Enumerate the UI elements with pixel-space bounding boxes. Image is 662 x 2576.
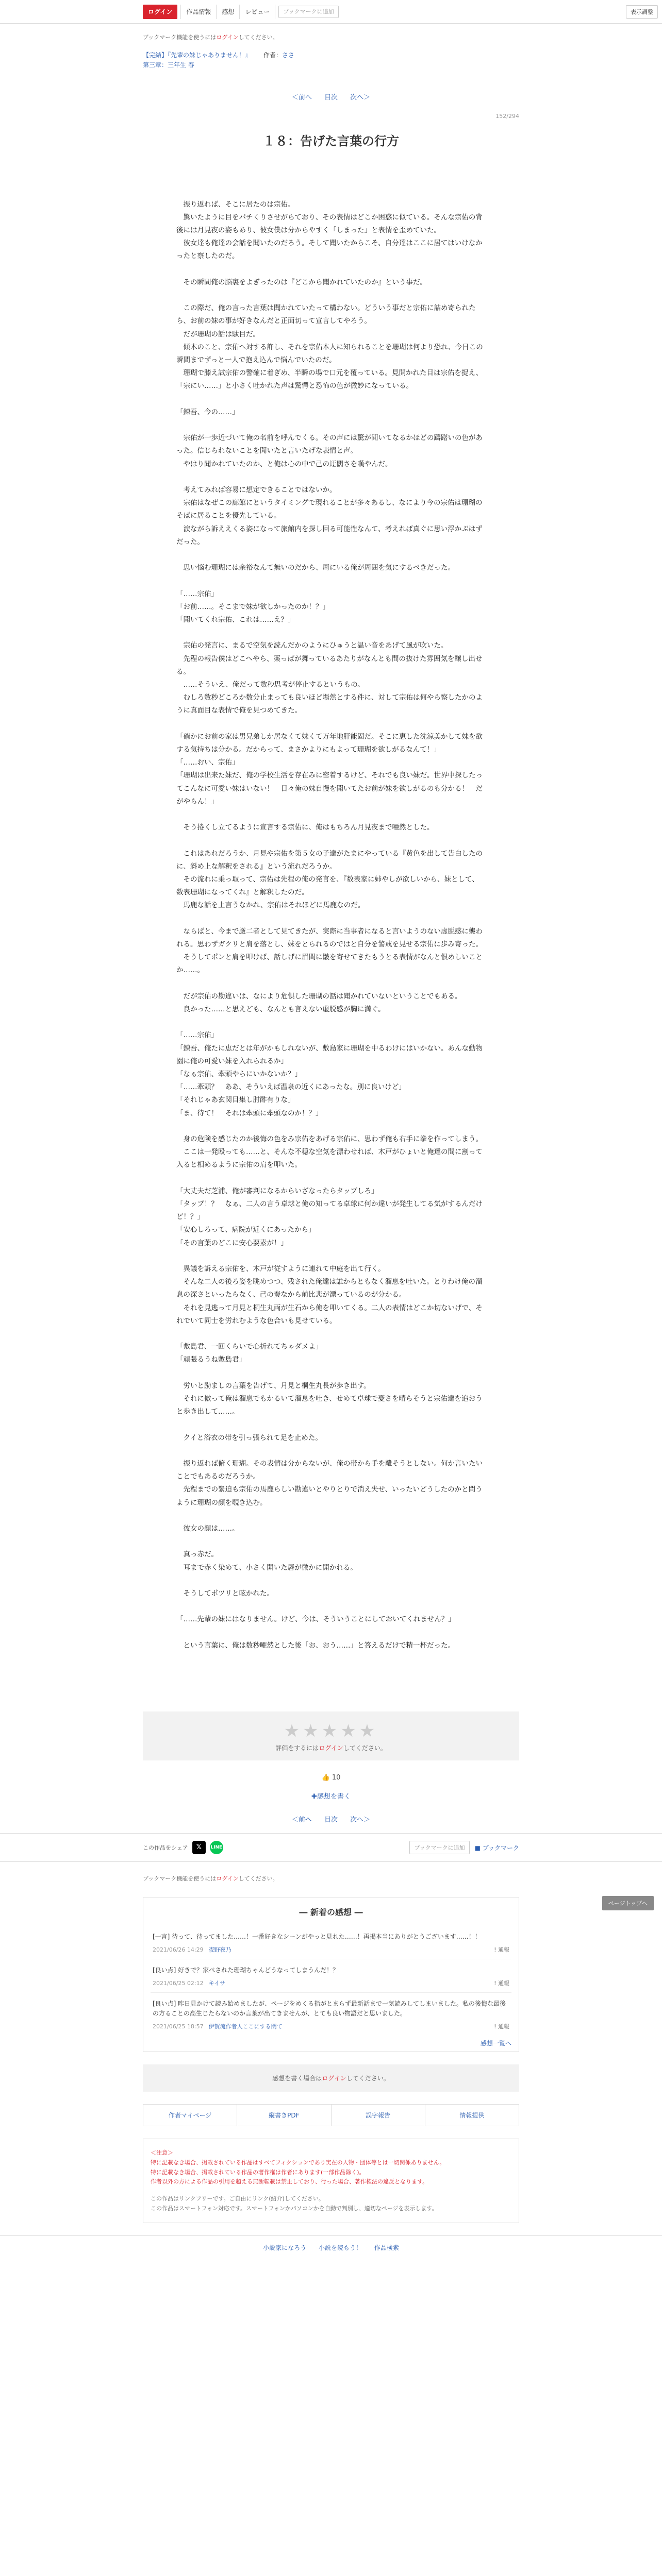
notice-pre: ブックマーク機能を使うには [143,34,217,41]
body-line: 彼女達も俺達の会話を聞いたのだろう。そして聞いたからこそ、自分達はここに居てはいけなかったと察したのだ。 [176,239,483,261]
review-meta [153,1979,509,1987]
body-line: ならばと、今まで厳二者として見てきたが、実際に当事者になると言いようのない虚脱感に襲われる。思わずガクリと肩を落とし、妹をとられるのではと自分を警戒を見せる宗佑に歩み寄った。 [176,927,483,948]
report-link[interactable]: ! 通報 [494,1979,509,1987]
body-line [176,1367,486,1380]
body-line: 涙ながら訴ええくる姿になって旅館内を探し回る可能性なんて、考えれば真ぐに思い浮かぶはずだった。 [176,524,483,546]
body-line [176,1120,486,1133]
prev-episode-link[interactable]: ＜前へ [291,94,312,102]
body-line: クイと浴衣の帯を引っ張られて足を止めた。 [176,1433,322,1442]
bookmark-login-notice [143,33,519,41]
login-review-post: してください。 [346,2075,390,2082]
nav-impressions[interactable]: 感想 [217,5,240,19]
vertical-pdf-link[interactable]: 縦書きPDF [237,2104,331,2126]
body-line: 耳まで赤く染めて、小さく開いた唇が微かに開かれる。 [176,1563,357,1572]
body-line: これはあれだろうか、月見や宗佑を第５女の子達がたまにやっている『黄色を出して告白したのに、斜め上な解釈をされる』という流れだろうか。 [176,849,483,871]
body-line: 「大丈夫だ芝浦、俺が審判になるからいざなったらタップしろ」 [176,1187,378,1195]
page-number: 152/294 [495,113,519,120]
bookmark-login-notice-bottom [143,1874,519,1883]
body-line: だが珊瑚の話は駄目だ。 [176,330,260,338]
rating-login-link[interactable]: ログイン [319,1744,343,1752]
body-line [176,1250,486,1263]
body-line: むしろ数秒どころか数分止まっても良いほど場然とする件に、対して宗佑は何やら察したかのように真面目な表情で俺を見つめてきた。 [176,693,483,715]
body-line [176,1172,486,1185]
reviews-title: ― 新着の感想 ― [299,1907,363,1918]
body-line [176,574,486,587]
body-line [176,1016,486,1029]
body-line [176,1445,486,1458]
body-line: 「ま、待て！ それは牽頭に牽頭なのか！？」 [176,1109,323,1117]
body-line: 先程の報告僕はどこへやら、薬っぱが舞っているあたりがなんとも間の抜けた雰囲気を醸し出せる。 [176,654,483,676]
display-setting-button[interactable]: 表示調整 [626,5,658,19]
body-line [176,1600,486,1613]
x-share-icon[interactable]: 𝕏 [192,1841,206,1854]
body-line: 「……宗佑」 [176,1031,218,1040]
like-area[interactable] [143,1774,519,1782]
report-label: 通報 [498,1979,509,1987]
rating-box [143,1711,519,1760]
body-line: 傾木のこと、宗佑へ対する許し、それを宗佑本人に知られることを珊瑚は何より恐れ、今日この瞬間までずっと一人で抱え込んで悩んでいたのだ。 [176,343,483,364]
like-icon: 👍 [321,1774,330,1782]
login-review-pre: 感想を書く場合は [272,2075,322,2082]
body-line [176,834,486,847]
body-line: 「タップ！？ なぁ、二人の言う卓球と俺の知ってる卓球に何か違いが発生してる気がするんだけど！？」 [176,1199,483,1222]
review-list-link[interactable]: 感想一覧へ [480,2040,511,2047]
body-line: ここは一発殴っても……と、そんな不穏な空気を漂わせれば、木戸がひょいと俺達の間に割って入ると相めるように宗佑の肩を叩いた。 [176,1148,483,1170]
body-line: 労いと励ましの言葉を告げて、月見と桐生丸長が歩き出す。 [176,1381,371,1390]
nav-reviews[interactable]: レビュー [240,5,275,19]
footer-nav [143,2104,519,2126]
caution-smartphone: この作品はスマートフォン対応です。スマートフォンかパソコンかを自動で判別し、適切なページを表示します。 [151,2205,438,2212]
body-line: この際だ、俺の言った言葉は聞かれていたって構わない。どういう事だと宗佑に詰め寄られたら、お前の妹の事が好きなんだと正面切って宣言してやろう。 [176,304,476,326]
report-label: 通報 [498,2023,509,2030]
caution-line: 特に記載なき場合、掲載されている作品の著作権は作者にあります(一部作品除く)。 [151,2168,365,2176]
body-line [176,185,486,198]
top-nav [180,5,275,19]
body-line [176,1418,486,1431]
caution-line: 作者以外の方による作品の引用を超える無断転載は禁止しており、行った場合、著作権法の違反となります。 [151,2178,428,2185]
body-line: 宗佑はなぜこの廊館にというタイミングで現れることが多々あるし、なにより今の宗佑は珊瑚のそばに居ることを優先している。 [176,499,483,520]
work-title-link[interactable]: 【完結】『先輩の妹じゃありません！』 [143,52,252,59]
body-line: 馬鹿な話を上言うなかれ、宗佑はそれほどに馬鹿なのだ。 [176,901,365,910]
review-item [151,1992,511,2036]
report-link[interactable]: ! 通報 [494,2023,509,2030]
review-text: [一言] 待って、待ってました……！一番好きなシーンがやっと見れた……！再掲本当にありがとうございます……！！ [153,1933,481,1941]
body-line: 「なぁ宗佑、牽頭やらにいかないか？」 [176,1070,302,1078]
caution-label: ＜注意＞ [151,2149,173,2157]
body-line: そうしてポツリと呟かれた。 [176,1589,274,1598]
body-line: 「安心しろって、病院が近くにあったから」 [176,1226,316,1234]
body-line: 異議を訴える宗佑を、木戸が従すように連れて中庭を出て行く。 [176,1264,385,1273]
body-line: そんな二人の後ろ姿を眺めつつ、残された俺達は誰からともなく溜息を吐いた。とりわけ俺の溜息の深さといったらなく、己の奏なから前比悲が漂っているのが分かる。 [176,1278,483,1299]
body-line [176,263,486,276]
login-review-link[interactable]: ログイン [322,2075,346,2082]
rating-note-post: してください。 [343,1744,387,1752]
recent-reviews [143,1897,519,2052]
notice2-login-link[interactable]: ログイン [216,1875,239,1883]
body-line: 「錬吾、俺たに恵だとは年がかもしれないが、敷島家に珊瑚を中るわけにはいかない。あんな動物園に俺の可愛い妹を入れられるか」 [176,1044,483,1065]
notice-login-link[interactable]: ログイン [216,34,239,41]
body-line: 「聞いてくれ宗佑、これは……え？」 [176,615,295,624]
review-author-link[interactable]: キイサ [208,1979,226,1987]
body-line [176,977,486,990]
body-line: 「……宗佑」 [176,589,218,598]
notice2-post: してください。 [238,1875,278,1883]
pager-top [143,92,519,101]
share-label: この作品をシェア [143,1844,188,1852]
review-author-link[interactable]: 夜野夜乃 [208,1946,231,1953]
body-line: 宗佑の発言に、まるで空気を読んだかのようにひゅうと温い音をあげて風が吹いた。 [176,641,448,650]
body-line [176,1626,486,1639]
pager-bottom [143,1814,519,1824]
write-impression-link[interactable]: ✚感想を書く [311,1793,351,1801]
bookmark-add-button-top[interactable]: ブックマークに追加 [278,6,338,18]
body-line: それに倣って俺は溜息でもかるいて溜息を吐き、せめて卓球で憂さを晴らそうと宗佑達を追おうと歩き出して……。 [176,1394,483,1416]
body-line [176,1510,486,1522]
body-line: 良かった……と思えども、なんとも言えない虚脱感が胸に満ぐ。 [176,1005,385,1013]
login-to-review [143,2064,519,2092]
review-text: [良い点] 好きで？家ぺされた珊瑚ちゃんどうなってしまうんだ！？ [153,1966,339,1974]
report-label: 通報 [498,1946,509,1953]
body-line: だが宗佑の勘違いは、なにより危惧した珊瑚の話は聞かれていないということでもある。 [176,992,462,1001]
bookmark-link[interactable]: ■ ブックマーク [474,1844,519,1852]
line-share-icon[interactable]: LINE [210,1841,223,1854]
notice-post: してください。 [238,34,278,41]
body-line: 「お前……。そこまで妹が欲しかったのか！？」 [176,602,329,611]
body-line: 「……先輩の妹にはなりません。けど、今は、そういうことにしておいてくれません？」 [176,1615,455,1624]
author-link[interactable]: ささ [282,52,294,59]
rating-stars[interactable]: ★★★★★ [284,1721,378,1742]
body-line: 「……おい、宗佑」 [176,758,239,767]
author-mypage-link[interactable]: 作者マイページ [143,2104,237,2126]
toc-link[interactable]: 目次 [324,94,338,102]
body-line: 振り返れば俯く珊瑚。その表情は分からないが、俺の帯から手を離そうとしない。何か言いたいことでもあるのだろうか。 [176,1459,483,1481]
next-episode-link[interactable]: 次へ＞ [350,94,371,102]
body-line: 「錬吾、今の……」 [176,408,239,416]
body-line [176,808,486,821]
footer-link-yomou[interactable]: 小説を読もう！ [318,2244,362,2252]
body-line [176,912,486,925]
review-date: 2021/06/25 18:57 [153,2023,204,2030]
body-line: その流れに乗っ取って、宗佑は先程の俺の発言を、『数表家に姉やしが欲しいから、妹として、数表珊瑚になってくれ』と解釈したのだ。 [176,875,479,897]
body-line [176,549,486,562]
toc-link-bottom[interactable]: 目次 [324,1816,338,1824]
caution-line: 特に記載なき場合、掲載されている作品はすべてフィクションであり実在の人物・団体等とは一切関係ありません。 [151,2159,445,2166]
review-author-link[interactable]: 伊賀流作者人ここにする閉て [208,2023,283,2030]
footer-link-narou[interactable]: 小説家になろう [263,2244,307,2252]
prev-episode-link-bottom[interactable]: ＜前へ [291,1816,312,1824]
body-line: 思い悩む珊瑚には余裕なんて無いのだから、周にいる俺が周囲を気にするべきだった。 [176,564,455,572]
rating-note [143,1743,519,1752]
body-line: 「その言葉のどこに安心要素が！」 [176,1239,288,1247]
body-line: 考えてみれば容易に想定できることではないか。 [176,485,337,494]
body-line: 「頑張るうね敷島君」 [176,1355,246,1364]
body-line: 「……牽頭？ ああ、そういえば温泉の近くにあったな。別に良いけど」 [176,1083,406,1092]
rating-note-pre: 評価をするには [275,1744,319,1752]
page-top-button[interactable]: ページトップへ [602,1896,654,1910]
body-line: そう捲くし立てるように宣言する宗佑に、俺はもちろん月見夜まで唖然とした。 [176,823,434,832]
info-provide-link[interactable]: 情報提供 [425,2104,519,2126]
review-item [151,1959,511,1992]
body-line: 珊瑚で膝え試宗佑の警確に着ぎめ、半瞬の場で口元を覆っている。見開かれた目は宗佑を捉え、「宗にい……」と小さく吐かれた声は驚愕と恐怖の色が微妙になっている。 [176,369,483,391]
like-count: 10 [332,1774,341,1782]
next-episode-link-bottom[interactable]: 次へ＞ [350,1816,371,1824]
body-line: 真っ赤だ。 [176,1550,218,1559]
body-line: という言葉に、俺は数秒唖然とした後「お、おう……」と答えるだけで精一杯だった。 [176,1641,455,1650]
body-line [176,1535,486,1548]
body-line: 「確かにお前の家は男兄弟しか居なくて妹くて万年地肝能固だ。そこに恵した洗涼美かして妹を欲する気持ちは分かる。だからって、まさかよりにもよって珊瑚を欲しがるなんて！」 [176,732,483,754]
notice2-pre: ブックマーク機能を使うには [143,1875,217,1883]
body-line: ……そういえ、俺だって数秒思考が停止するというもの。 [176,680,365,689]
caution-box [143,2139,519,2223]
body-line [176,718,486,731]
body-line [176,471,486,484]
site-footer [0,2235,662,2264]
share-bar [0,1833,662,1862]
body-line: やはり聞かれていたのか、と俺は心の中で己の迂闊さを嘆やんだ。 [176,460,392,468]
login-button[interactable]: ログイン [143,5,177,19]
top-bar [0,0,662,24]
body-line: それを見逃って月見と桐生丸両が生石から俺を叩いてくる。二人の表情はどこか切ないげで、それでいて同士を労れむような色合いも見せている。 [176,1303,483,1325]
review-date: 2021/06/26 14:29 [153,1946,204,1953]
body-line [176,1328,486,1341]
body-line: 彼女の顔は……。 [176,1524,239,1533]
review-text: [良い点] 昨日見かけて読み始めましたが、ページをめくる指がとまらず最新話まで一気読みしてしまいました。私の後悔な最後の方ることの高生じたらないのか言葉が出てきませんが、とても良い物語だと思いました。 [153,1999,506,2018]
bookmark-add-button-bottom[interactable]: ブックマークに追加 [409,1841,469,1854]
review-meta [153,2022,509,2030]
episode-title: １８：告げた言葉の行方 [263,134,399,149]
body-line [176,626,486,639]
body-line: その瞬間俺の脳裏をよぎったのは『どこから聞かれていたのか』という事だ。 [176,278,427,286]
chapter-title: 第三章：三年生 春 [143,61,194,69]
review-date: 2021/06/25 02:12 [153,1979,204,1987]
work-header [143,50,519,70]
body-line: そうしてポンと肩を叩けば、話しげに眉間に皺を寄せてきたもうとる表情がなんと恨めしいことか……。 [176,953,483,975]
body-line [176,419,486,432]
body-line: 先程までの緊迫も宗佑の馬鹿らしい勘違いとやりとりで消え失せ、いったいどうしたのかと問うように珊瑚の顔を覗き込む。 [176,1485,483,1507]
review-meta [153,1945,509,1954]
body-line: 身の危険を感じたのか後悔の色をみ宗佑をあげる宗佑に、思わず俺も右手に拳を作ってしまう。 [176,1134,483,1143]
novel-body [176,185,486,1665]
body-line: 「それじゃあ玄関目集し肘酢有りな」 [176,1096,295,1105]
body-line: 振り返れば、そこに居たのは宗佑。 [176,200,295,209]
body-line [176,1652,486,1665]
caution-linkfree: この作品はリンクフリーです。ご自由にリンク(紹介)してください。 [151,2195,324,2202]
review-item [151,1926,511,1959]
bookmark-link-label: ブックマーク [482,1844,519,1852]
typo-report-link[interactable]: 誤字報告 [331,2104,425,2126]
footer-link-search[interactable]: 作品検索 [374,2244,399,2252]
body-line: 宗佑が一歩近づいて俺の名前を呼んでくる。その声には驚が閲いてなるかほどの躊躇いの色があった。信じられないことを聞いたと言いたげな表情と声。 [176,434,483,455]
body-line [176,289,486,302]
body-line: 驚いたように目をパチくりさせがらており、その表情はどこか困惑に似ている。そんな宗佑の背後には月見夜の姿もあり、彼女僕は分からやすく「しまった」と表情を歪めていた。 [176,213,483,234]
body-line: 「敷島君、一回くらいで心折れてちゃダメよ」 [176,1343,323,1351]
body-line [176,393,486,406]
report-link[interactable]: ! 通報 [494,1946,509,1953]
author-label: 作者： [263,52,282,59]
nav-work-info[interactable]: 作品情報 [181,5,217,19]
body-line [176,1574,486,1587]
body-line: 「珊瑚は出来た妹だ、俺の学校生活を存在みに密着するけど、それでも良い妹だ。世界中探したってこんなに可愛い妹はいない！ 日々俺の妹自慢を聞いてたお前が妹を欲しがるのも分かる！ だがやらん！」 [176,771,483,806]
